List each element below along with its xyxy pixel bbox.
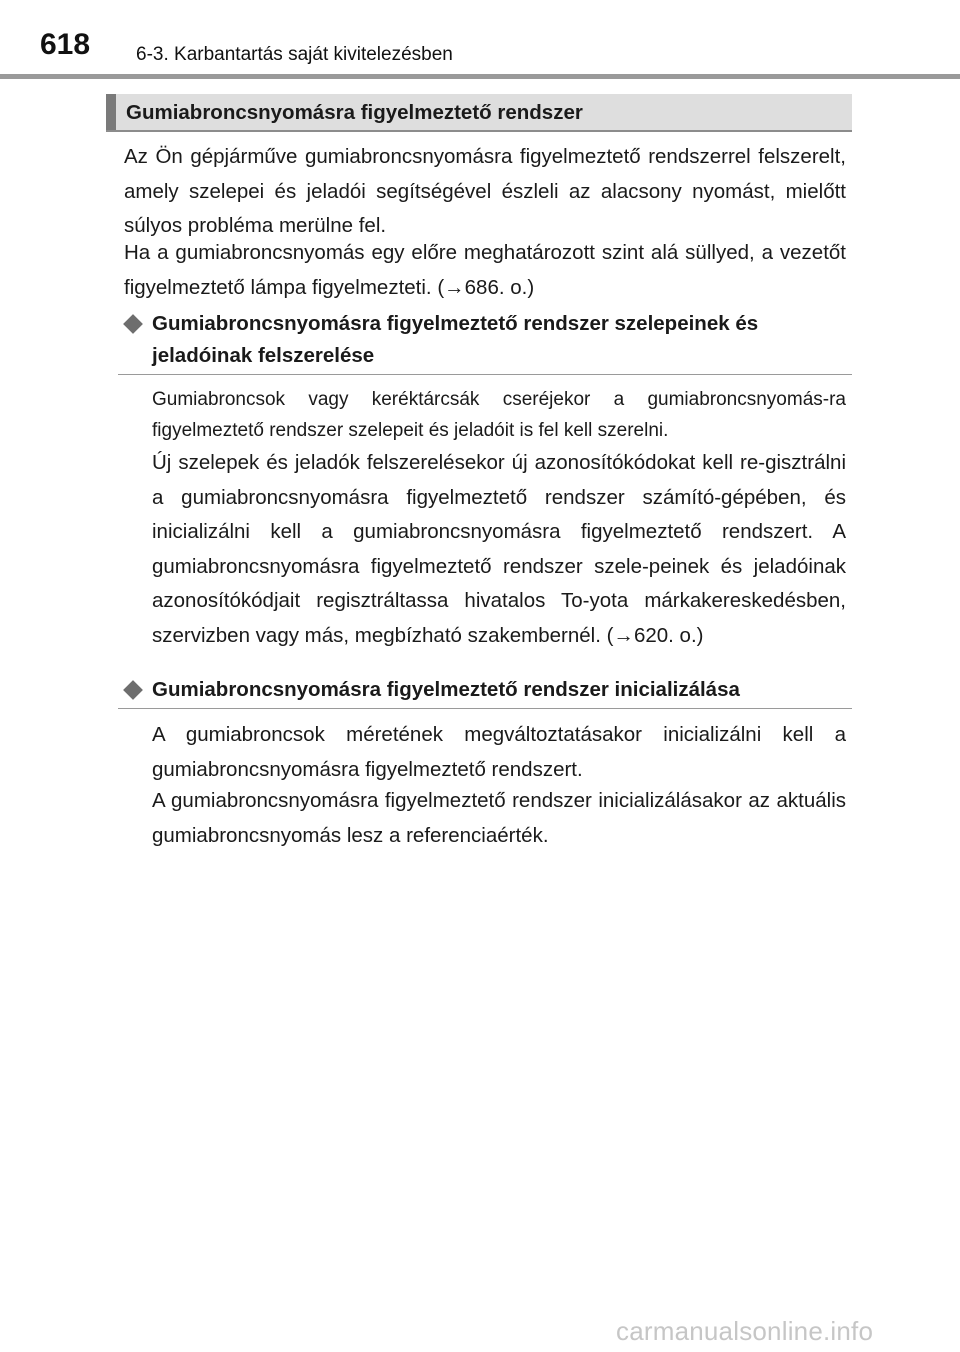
section-title: Gumiabroncsnyomásra figyelmeztető rendszer (126, 101, 583, 124)
diamond-bullet-icon (123, 314, 143, 334)
subsection-title: Gumiabroncsnyomásra figyelmeztető rendszer inicializálása (152, 678, 740, 701)
site-watermark: carmanualsonline.info (616, 1316, 874, 1346)
subsection-heading-sensor-installation (118, 308, 852, 375)
page-number: 618 (40, 28, 91, 61)
sensor-installation-paragraph-2: Új szelepek és jeladók felszerelésekor új azonosítókódokat kell re-gisztrálni a gumiabroncsnyomásra figyelmeztető rendszer számító-gépében, és inicializálni kell a gumiabroncsnyomásra figyelmeztető rendszert. A gumiabroncsnyomásra figyelmeztető rendszer szele-peinek és jeladóinak azonosítókódjait regisztráltassa hivatalos To-yota márkakereskedésben, szervizben vagy más, megbízható szakembernél. (→620. o.) (152, 451, 846, 647)
intro-paragraph-2: Ha a gumiabroncsnyomás egy előre meghatározott szint alá süllyed, a vezetőt figyelmeztető lámpa figyelmezteti. (→686. o.) (124, 241, 846, 299)
subsection-heading-initialization (118, 674, 852, 709)
section-banner-accent (106, 94, 116, 130)
subsection-title: Gumiabroncsnyomásra figyelmeztető rendszer szelepeinek és jeladóinak felszerelése (152, 312, 759, 367)
sensor-installation-paragraph-1: Gumiabroncsok vagy keréktárcsák cseréjekor a gumiabroncsnyomás-ra figyelmeztető rendszer szelepeit és jeladóit is fel kell szerelni. (152, 389, 846, 441)
header-divider (0, 74, 960, 79)
intro-paragraph-1: Az Ön gépjárműve gumiabroncsnyomásra figyelmeztető rendszerrel felszerelt, amely szelepei és jeladói segítségével észleli az alacsony nyomást, mielőtt súlyos probléma merülne fel. (124, 145, 846, 238)
diamond-bullet-icon (123, 680, 143, 700)
section-banner (106, 94, 852, 132)
initialization-paragraph-2: A gumiabroncsnyomásra figyelmeztető rendszer inicializálásakor az aktuális gumiabroncsnyomás lesz a referenciaérték. (152, 789, 846, 847)
initialization-paragraph-1: A gumiabroncsok méretének megváltoztatásakor inicializálni kell a gumiabroncsnyomásra figyelmeztető rendszert. (152, 723, 846, 781)
chapter-title: 6-3. Karbantartás saját kivitelezésben (136, 44, 453, 65)
